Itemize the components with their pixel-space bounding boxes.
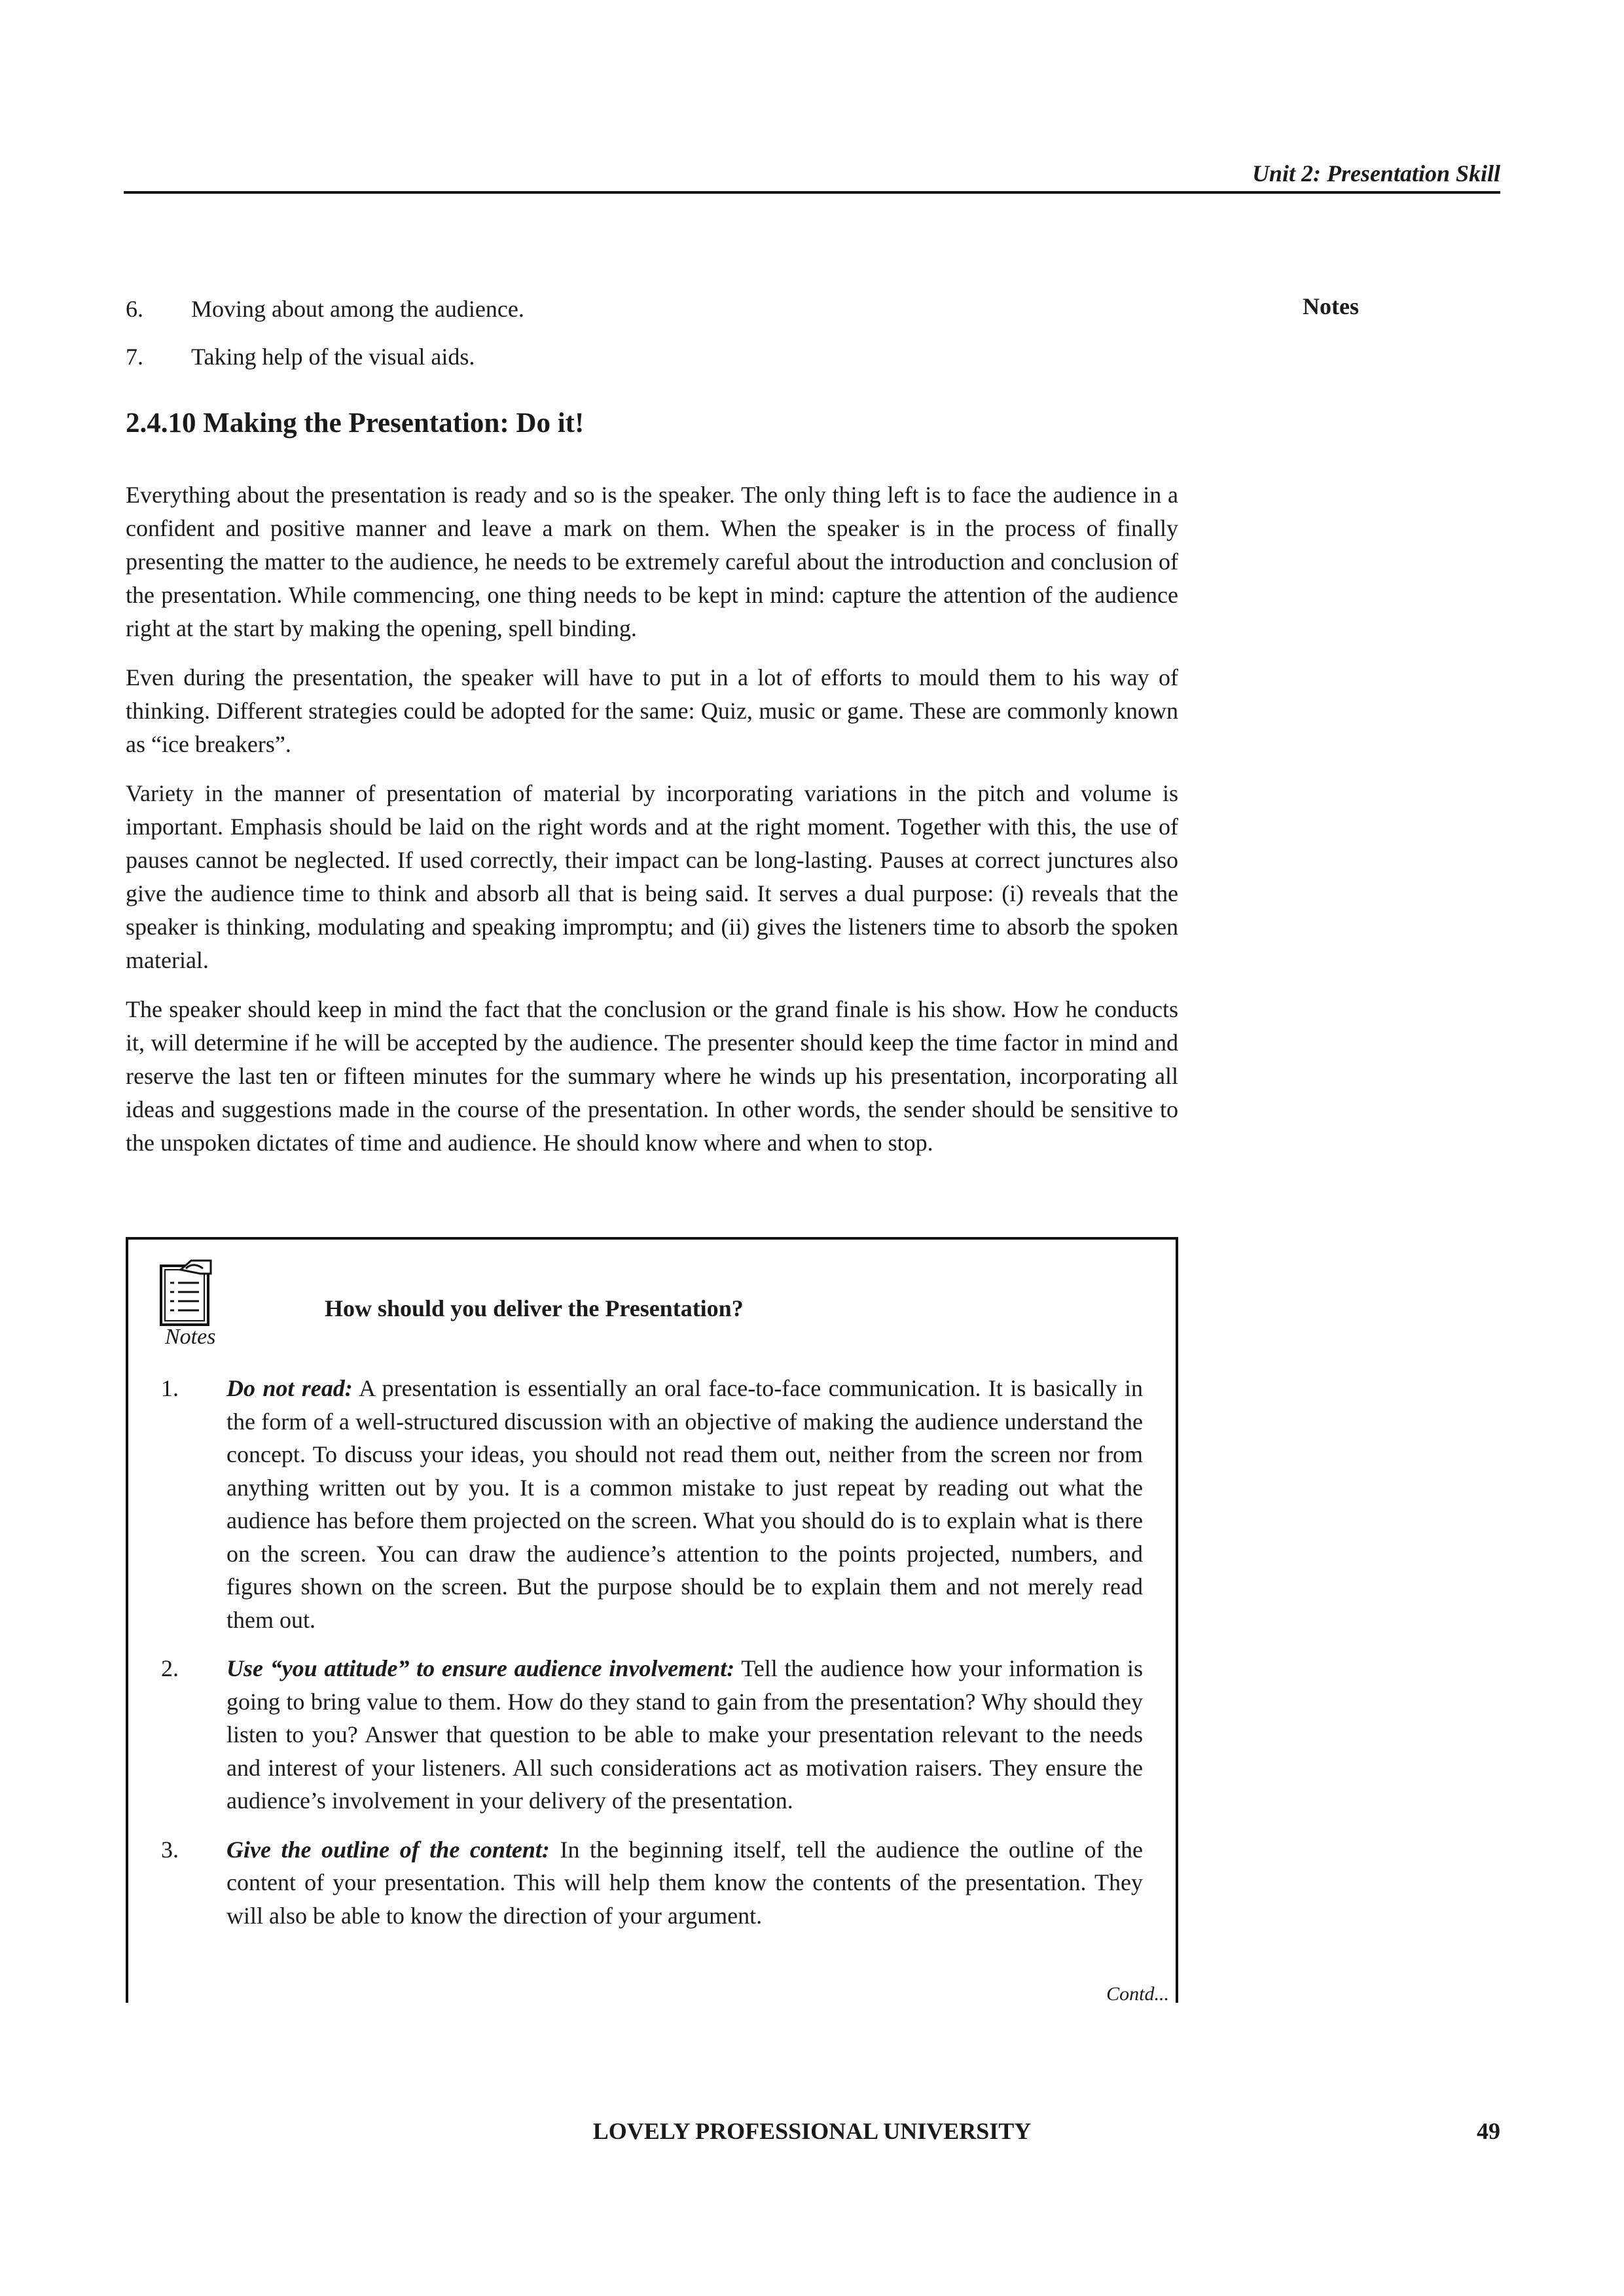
notes-box-list — [161, 1372, 1143, 1948]
section-title: 2.4.10 Making the Presentation: Do it! — [126, 408, 585, 439]
list-body: A presentation is essentially an oral face-to-face communication. It is basically in the form of a well-structured discussion with an objective of making the audience understand the concept. To discuss your ideas, you should not read them out, neither from the screen nor from anything written out by you. It is a common mistake to just repeat by reading out what the audience has before them projected on the screen. What you should do is to explain what is there on the screen. You can draw the audience’s attention to the points projected, numbers, and figures shown on the screen. But the purpose should be to explain them and not merely read them out. — [226, 1375, 1144, 1633]
list-item — [161, 1652, 1143, 1818]
list-text: Taking help of the visual aids. — [191, 344, 475, 370]
footer-university: LOVELY PROFESSIONAL UNIVERSITY — [592, 2118, 1032, 2144]
list-number: 3. — [161, 1836, 179, 1863]
list-text: Moving about among the audience. — [191, 296, 524, 322]
continued-label: Contd... — [1106, 1983, 1169, 2005]
list-number: 1. — [161, 1375, 179, 1401]
list-lead: Give the outline of the content: — [226, 1836, 550, 1863]
body-paragraph: Variety in the manner of presentation of material by incorporating variations in the pitch and volume is important. Emphasis should be laid on the right words and at the right moment. Together with this, the use of pauses cannot be neglected. If used correctly, their impact can be long-lasting. Pauses at correct junctures also give the audience time to think and absorb all that is being said. It serves a dual purpose: (i) reveals that the speaker is thinking, modulating and speaking impromptu; and (ii) gives the listeners time to absorb the spoken material. — [126, 780, 1178, 973]
list-number: 6. — [126, 296, 143, 322]
list-item — [126, 293, 1178, 326]
notebook-icon — [154, 1257, 220, 1329]
list-lead: Use “you attitude” to ensure audience involvement: — [226, 1655, 735, 1681]
list-lead: Do not read: — [226, 1375, 353, 1401]
list-text — [226, 1833, 1143, 1933]
list-text — [226, 1652, 1143, 1818]
list-item — [126, 340, 1178, 374]
notes-box-title: How should you deliver the Presentation? — [325, 1295, 744, 1321]
list-number: 7. — [126, 344, 143, 370]
body-paragraph: Even during the presentation, the speaker will have to put in a lot of efforts to mould them to his way of thinking. Different strategies could be adopted for the same: Quiz, music or game. These are commonly known as “ice breakers”. — [126, 664, 1178, 757]
running-head: Unit 2: Presentation Skill — [1252, 160, 1500, 187]
margin-notes-label: Notes — [1303, 293, 1359, 319]
list-item — [161, 1372, 1143, 1636]
list-body: In the beginning itself, tell the audience the outline of the content of your presentation. This will help them know the contents of the presentation. They will also be able to know the direction of your argument. — [226, 1836, 1144, 1929]
list-body: Tell the audience how your information is going to bring value to them. How do they stand to gain from the presentation? Why should they listen to you? Answer that question to be able to make your presentation relevant to the needs and interest of your listeners. All such considerations act as motivation raisers. They ensure the audience’s involvement in your delivery of the presentation. — [226, 1655, 1143, 1814]
main-content — [126, 293, 1178, 1175]
list-text — [226, 1372, 1143, 1636]
page-number: 49 — [1477, 2118, 1500, 2144]
body-paragraph: Everything about the presentation is ready and so is the speaker. The only thing left is to face the audience in a confident and positive manner and leave a mark on them. When the speaker is in the process of finally presenting the matter to the audience, he needs to be extremely careful about the introduction and conclusion of the presentation. While commencing, one thing needs to be kept in mind: capture the attention of the audience right at the start by making the opening, spell binding. — [126, 482, 1178, 641]
body-paragraph: The speaker should keep in mind the fact that the conclusion or the grand finale is his show. How he conducts it, will determine if he will be accepted by the audience. The presenter should keep the time factor in mind and reserve the last ten or fifteen minutes for the summary where he winds up his presentation, incorporating all ideas and suggestions made in the course of the presentation. In other words, the sender should be sensitive to the unspoken dictates of time and audience. He should know where and when to stop. — [126, 996, 1178, 1156]
list-item — [161, 1833, 1143, 1933]
list-number: 2. — [161, 1655, 179, 1681]
notes-box — [126, 1237, 1178, 2003]
header-rule — [124, 191, 1500, 194]
notes-icon-label: Notes — [165, 1325, 216, 1349]
